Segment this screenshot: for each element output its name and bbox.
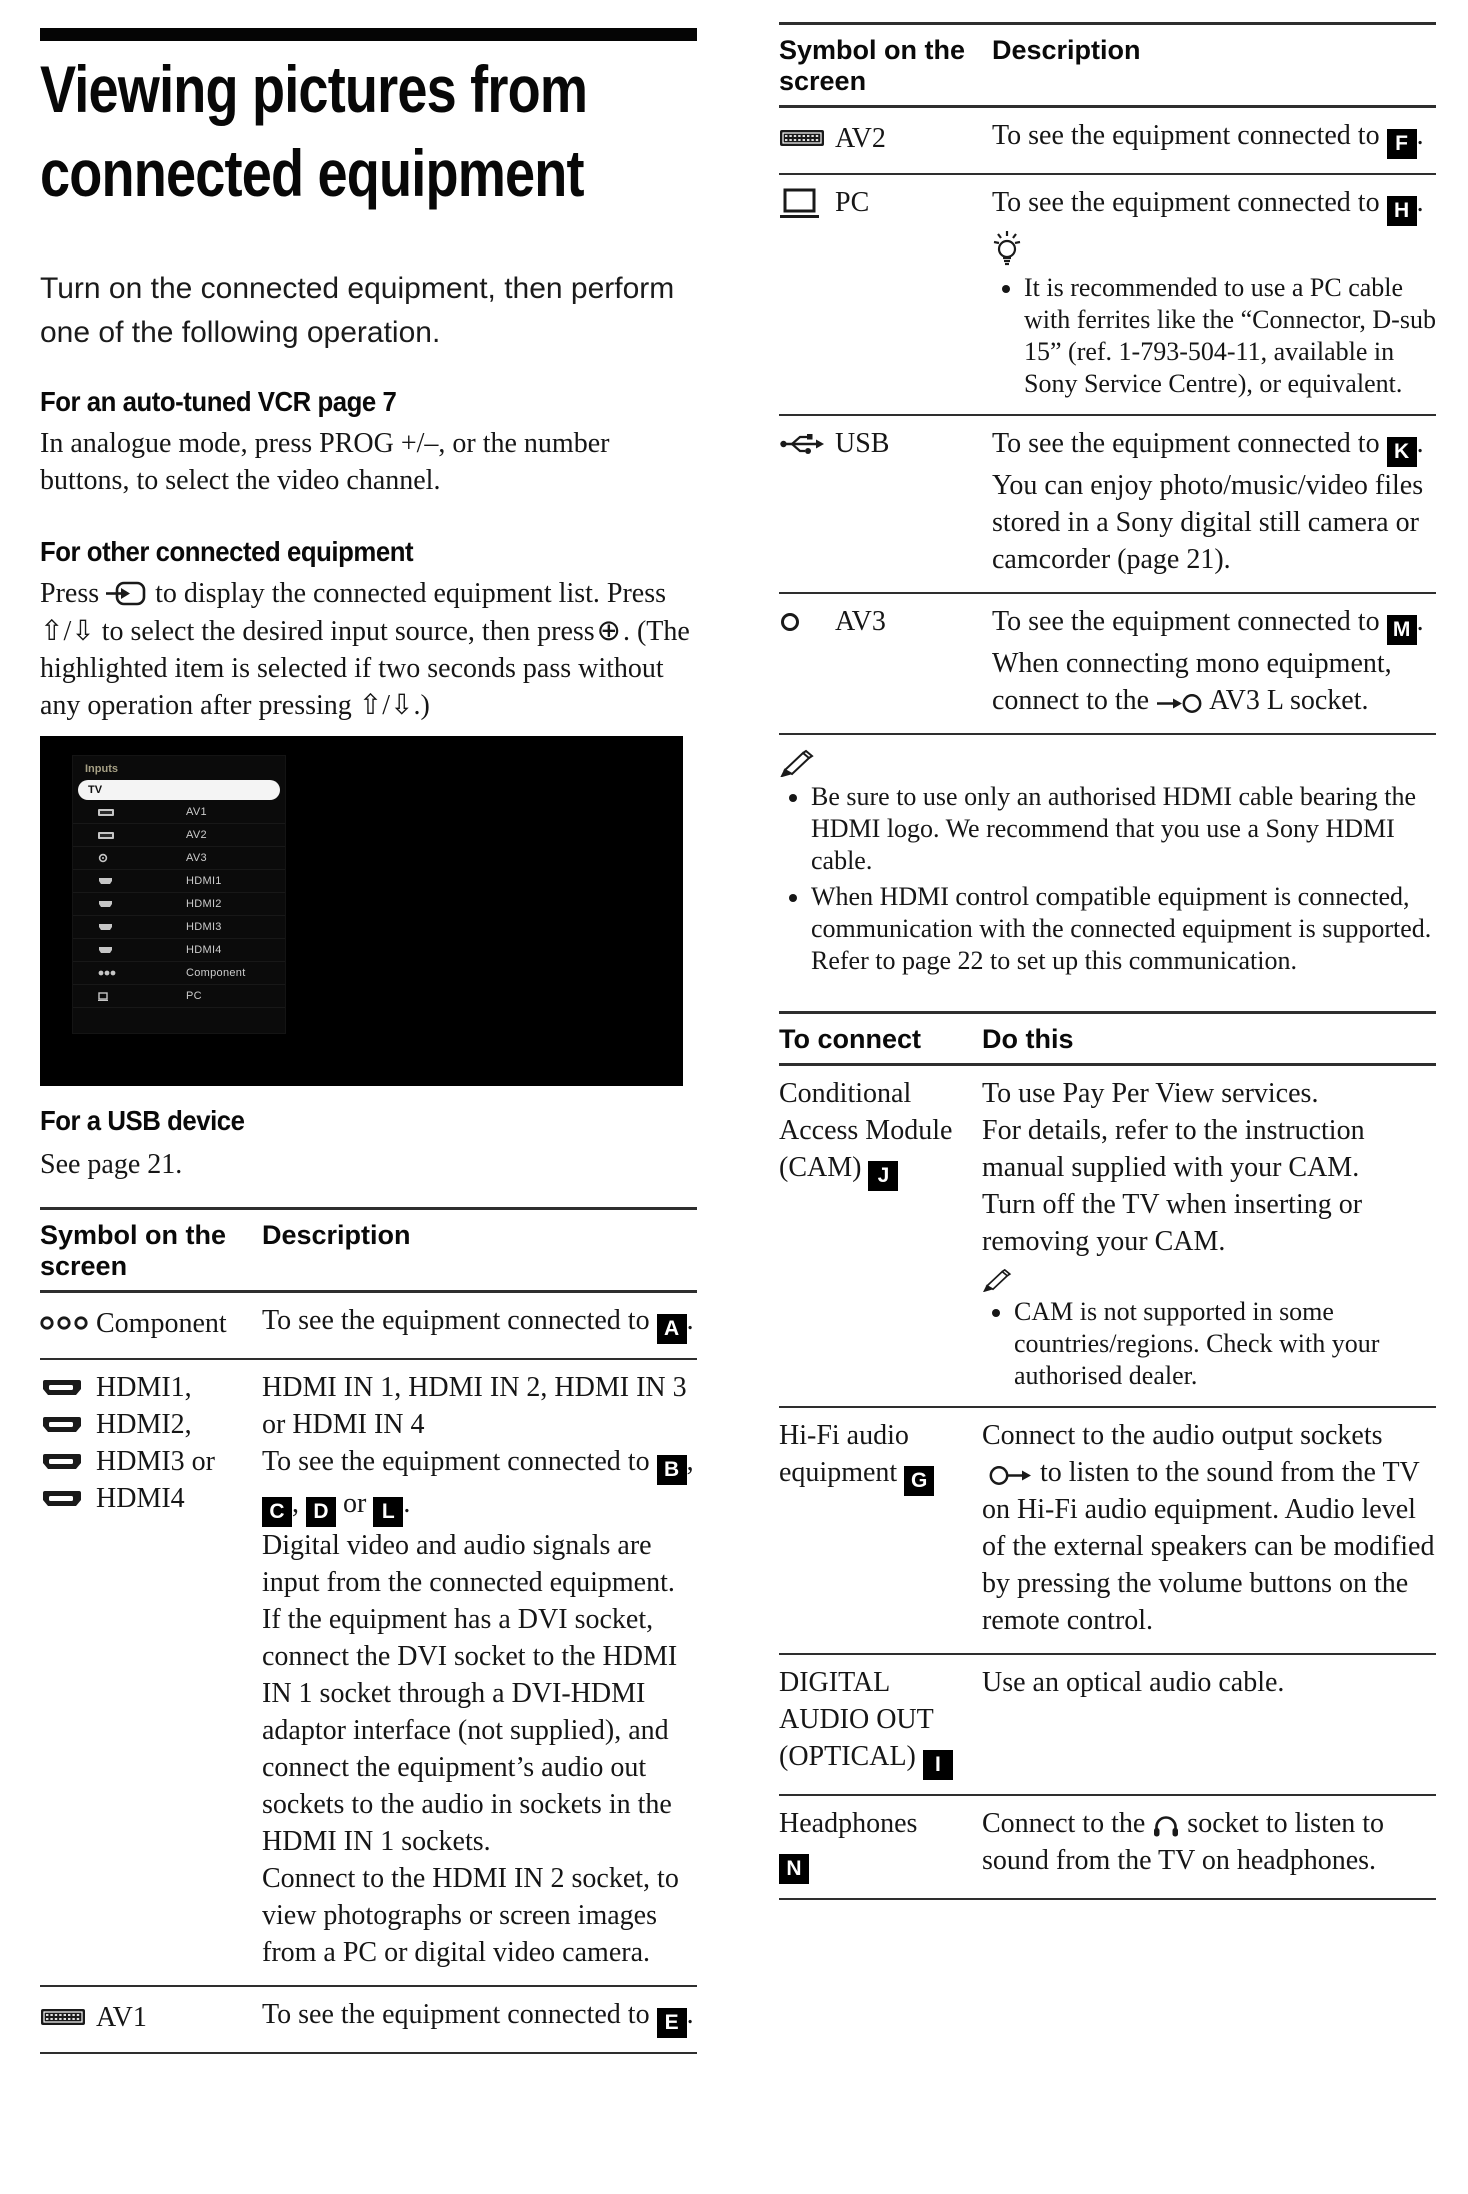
socket-badge-i: I	[923, 1750, 953, 1780]
socket-badge-m: M	[1387, 615, 1417, 645]
rca-icon	[98, 853, 120, 863]
intro-paragraph: Turn on the connected equipment, then perform one of the following operation.	[40, 272, 675, 349]
usb-paragraph: See page 21.	[40, 1149, 183, 1180]
table-row-headphones: Headphones N Connect to the socket to listen to sound from the TV on headphones.	[779, 1796, 1436, 1900]
select-button-icon: ⊕	[596, 613, 621, 647]
table-row-hdmi: HDMI1, HDMI2, HDMI3 or HDMI4 HDMI IN 1, HDMI IN 2, HDMI IN 3 or HDMI IN 4 To see the equipment connected to B , C , D or L . Digital video and audio signals are input from the connected equipment. If the equipment has a DVI socket, connect the DVI socket to the HDMI IN 1 socket through a DVI-HDMI adaptor interface (not supplied), and connect the equipment’s audio out sockets to the audio in sockets in the HDMI IN 1 sockets. Connect to the HDMI IN 2 socket, to view photographs or screen images from a PC or digital video camera.	[40, 1360, 697, 1987]
title-rule	[40, 28, 697, 41]
socket-badge-e: E	[657, 2008, 687, 2038]
connect-table	[779, 1011, 1436, 1900]
pc-tip-list	[992, 272, 1436, 400]
socket-badge-h: H	[1387, 196, 1417, 226]
symbol-table-right-header	[779, 25, 1436, 108]
table-row-digital-audio-out: DIGITAL AUDIO OUT (OPTICAL) I Use an optical audio cable.	[779, 1655, 1436, 1796]
hdmi-icon	[40, 1379, 96, 1396]
hdmi-icon	[98, 901, 120, 907]
socket-badge-n: N	[779, 1854, 809, 1884]
table-row-pc: PC To see the equipment connected to H . • It is recommended to use a PC cable with ferrites like the “Connector, D-sub 15” (ref. 1-793-504-11, available in Sony Service Centre), or equivalent.	[779, 175, 1436, 416]
socket-badge-b: B	[657, 1455, 687, 1485]
socket-badge-k: K	[1387, 437, 1417, 467]
heading-other-equipment: For other connected equipment	[40, 536, 414, 567]
hdmi-icon	[40, 1490, 96, 1507]
column-header-do-this: Do this	[982, 1024, 1074, 1054]
column-header-symbol: Symbol on the screen	[779, 35, 966, 96]
symbol-label: AV2	[835, 122, 886, 154]
column-header-symbol: Symbol on the screen	[40, 1220, 227, 1281]
hdmi-icon	[40, 1416, 96, 1433]
menu-item-hdmi2: HDMI2	[73, 893, 285, 916]
hdmi-icon	[98, 924, 120, 930]
component-icon	[40, 1315, 96, 1331]
tip-item: • It is recommended to use a PC cable with ferrites like the “Connector, D-sub 15” (ref. 1-793-504-11, available in Sony Service Centre), or equivalent.	[1024, 272, 1436, 400]
symbol-table-left-header	[40, 1210, 697, 1293]
input-select-icon	[106, 578, 148, 608]
symbol-label: Component	[96, 1307, 227, 1339]
table-row-av1: AV1 To see the equipment connected to E .	[40, 1987, 697, 2054]
usb-extra-paragraph: You can enjoy photo/music/video files stored in a Sony digital still camera or camcorder (page 21).	[992, 470, 1424, 575]
notes-list	[779, 781, 1436, 977]
table-row-av3: AV3 To see the equipment connected to M . When connecting mono equipment, connect to the AV3 L socket.	[779, 594, 1436, 735]
menu-item-hdmi4: HDMI4	[73, 939, 285, 962]
table-row-component: Component To see the equipment connected to A .	[40, 1293, 697, 1360]
right-column	[779, 0, 1436, 1900]
inputs-menu-title: Inputs	[85, 763, 118, 775]
headphones-icon	[1152, 1813, 1180, 1838]
scart-icon	[40, 2008, 96, 2026]
symbol-table-left	[40, 1207, 697, 2054]
hdmi-desc-para2: Connect to the HDMI IN 2 socket, to view photographs or screen images from a PC or digital video camera.	[262, 1863, 679, 1968]
heading-auto-tuned-vcr: For an auto-tuned VCR page 7	[40, 386, 397, 417]
hdmi-icon	[98, 947, 120, 953]
note-icon	[779, 749, 1436, 777]
audio-in-socket-icon	[1157, 692, 1203, 715]
table-row-hifi: Hi-Fi audio equipment G Connect to the audio output sockets to listen to the sound from the TV on Hi-Fi audio equipment. Audio level of the external speakers can be modified by pressing the volume buttons on the remote control.	[779, 1408, 1436, 1655]
symbol-label: USB	[835, 428, 890, 459]
inputs-menu-screenshot	[40, 736, 683, 1086]
scart-icon	[779, 129, 835, 147]
socket-badge-j: J	[868, 1161, 898, 1191]
menu-item-component: Component	[73, 962, 285, 985]
note-item: • Be sure to use only an authorised HDMI cable bearing the HDMI logo. We recommend that you use a Sony HDMI cable.	[811, 781, 1436, 877]
pc-icon	[98, 992, 120, 1001]
left-column	[40, 0, 697, 2054]
note-item: • CAM is not supported in some countries/regions. Check with your authorised dealer.	[1014, 1296, 1436, 1392]
socket-badge-d: D	[306, 1497, 336, 1527]
heading-usb-device: For a USB device	[40, 1105, 245, 1136]
socket-badge-f: F	[1387, 129, 1417, 159]
hdmi-icon	[40, 1453, 96, 1470]
rca-socket-icon	[779, 611, 835, 633]
other-equipment-paragraph: Press to display the connected equipment list. Press ⇧/⇩ to select the desired input source, then press⊕. (The highlighted item is selected if two seconds pass without any operation after pressing ⇧/⇩.)	[40, 578, 690, 721]
usb-icon	[779, 433, 835, 455]
component-icon	[98, 970, 120, 976]
note-item: • When HDMI control compatible equipment is connected, communication with the connected equipment is supported. Refer to page 22 to set up this communication.	[811, 881, 1436, 977]
table-row-av2: AV2 To see the equipment connected to F .	[779, 108, 1436, 175]
menu-item-av1: AV1	[73, 801, 285, 824]
menu-item-hdmi3: HDMI3	[73, 916, 285, 939]
pc-monitor-icon	[779, 188, 835, 219]
table-row-usb: USB To see the equipment connected to K . You can enjoy photo/music/video files stored in a Sony digital still camera or camcorder (page 21).	[779, 416, 1436, 594]
hdmi-desc-line1: HDMI IN 1, HDMI IN 2, HDMI IN 3 or HDMI IN 4	[262, 1372, 687, 1440]
column-header-description: Description	[262, 1220, 411, 1250]
inputs-menu-selected-tv: TV	[78, 780, 280, 800]
menu-item-av2: AV2	[73, 824, 285, 847]
socket-badge-a: A	[657, 1314, 687, 1344]
symbol-label: AV3	[835, 606, 886, 637]
scart-icon	[98, 832, 120, 839]
menu-item-hdmi1: HDMI1	[73, 870, 285, 893]
symbol-table-right	[779, 22, 1436, 735]
hdmi-desc-badges: To see the equipment connected to B , C , D or L .	[262, 1443, 697, 1527]
socket-badge-l: L	[373, 1497, 403, 1527]
column-header-description: Description	[992, 35, 1141, 65]
connect-table-header	[779, 1014, 1436, 1066]
inputs-menu-panel	[73, 756, 285, 1033]
hdmi-icon	[98, 878, 120, 884]
cam-note-list	[982, 1296, 1436, 1392]
column-header-to-connect: To connect	[779, 1024, 922, 1054]
symbol-label: PC	[835, 187, 870, 218]
scart-icon	[98, 809, 120, 816]
socket-badge-g: G	[904, 1466, 934, 1496]
audio-out-socket-icon	[989, 1464, 1033, 1487]
symbol-label: AV1	[96, 2001, 147, 2033]
menu-item-pc: PC	[73, 985, 285, 1008]
socket-badge-c: C	[262, 1497, 292, 1527]
page-title: Viewing pictures from connected equipment	[40, 52, 588, 210]
tip-icon	[992, 230, 1436, 268]
note-icon	[982, 1268, 1436, 1292]
vcr-paragraph: In analogue mode, press PROG +/–, or the number buttons, to select the video channel.	[40, 428, 610, 496]
menu-item-av3: AV3	[73, 847, 285, 870]
hdmi-desc-para1: Digital video and audio signals are input from the connected equipment. If the equipment has a DVI socket, connect the DVI socket to the HDMI IN 1 socket through a DVI-HDMI adaptor interface (not supplied), and connect the equipment’s audio out sockets to the audio in sockets in the HDMI IN 1 sockets.	[262, 1530, 678, 1857]
table-row-cam: Conditional Access Module (CAM) J To use Pay Per View services. For details, refer to the instruction manual supplied with your CAM. Turn off the TV when inserting or removing your CAM. • CAM is not supported in some countries/regions. Check with your authorised dealer.	[779, 1066, 1436, 1408]
